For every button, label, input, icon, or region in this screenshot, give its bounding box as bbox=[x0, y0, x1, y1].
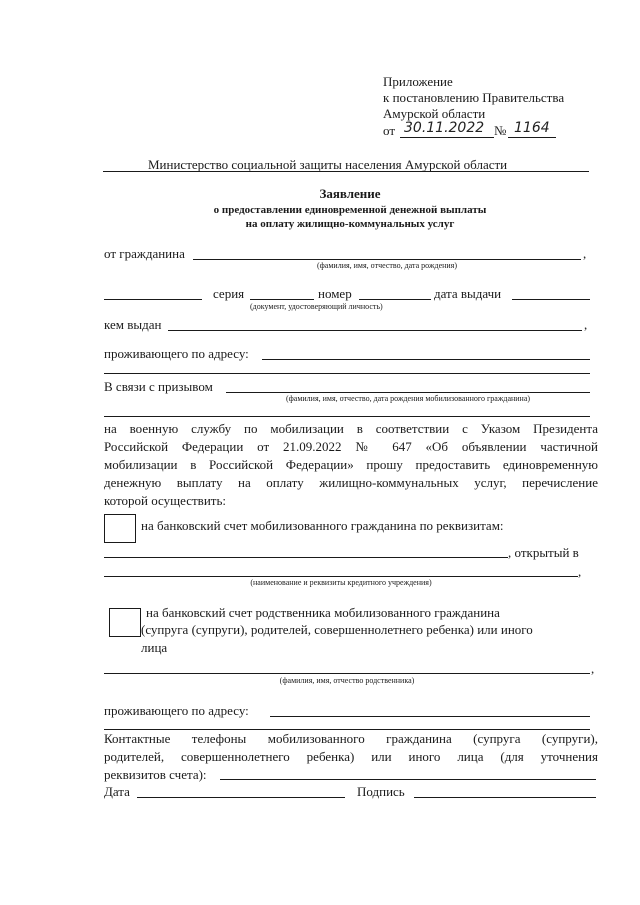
ministry-name: Министерство социальной защиты населения Амурской области bbox=[148, 157, 508, 172]
contacts-line-1: Контактные телефоны мобилизованного гражданина (супруга (супруги), bbox=[104, 731, 598, 746]
contacts-line-3: реквизитов счета): bbox=[104, 767, 207, 782]
option-relative-line-1: на банковский счет родственника мобилизованного гражданина bbox=[146, 605, 500, 620]
date-field[interactable] bbox=[137, 797, 345, 798]
number-label: номер bbox=[318, 286, 352, 301]
issue-date-label: дата выдачи bbox=[434, 286, 502, 301]
body-line-1: на военную службу по мобилизации в соответствии с Указом Президента bbox=[104, 421, 598, 436]
signature-label: Подпись bbox=[357, 784, 405, 799]
comma: , bbox=[584, 317, 588, 332]
body-line-5: которой осуществить: bbox=[104, 493, 226, 508]
signature-field[interactable] bbox=[414, 797, 596, 798]
comma: , bbox=[591, 661, 595, 676]
comma: , bbox=[578, 564, 582, 579]
handwritten-date: 30.11.2022 bbox=[404, 120, 485, 136]
bank-name-field[interactable] bbox=[104, 576, 578, 577]
option-relative-line-3: лица bbox=[141, 640, 168, 655]
from-citizen-field[interactable] bbox=[193, 259, 581, 260]
relative-name-field[interactable] bbox=[104, 673, 590, 674]
due-to-hint: (фамилия, имя, отчество, дата рождения мобилизованного гражданина) bbox=[285, 394, 531, 403]
appendix-decree: к постановлению Правительства bbox=[383, 90, 565, 105]
option-relative-line-2: (супруга (супруги), родителей, совершеннолетнего ребенка) или иного bbox=[141, 622, 533, 637]
bank-hint: (наименование и реквизиты кредитного учреждения) bbox=[250, 578, 432, 587]
from-citizen-hint: (фамилия, имя, отчество, дата рождения) bbox=[316, 261, 458, 270]
residing-label: проживающего по адресу: bbox=[104, 346, 249, 361]
handwritten-number: 1164 bbox=[514, 120, 550, 136]
option-own-account-label: на банковский счет мобилизованного гражданина по реквизитам: bbox=[141, 518, 504, 533]
from-citizen-label: от гражданина bbox=[104, 246, 185, 261]
due-to-field[interactable] bbox=[226, 392, 590, 393]
number-underline bbox=[508, 137, 556, 138]
issue-date-field[interactable] bbox=[512, 299, 590, 300]
number-sign: № bbox=[494, 123, 507, 138]
comma: , bbox=[583, 246, 587, 261]
option-relative-account-checkbox[interactable] bbox=[109, 608, 141, 637]
document-subtitle-2: на оплату жилищно-коммунальных услуг bbox=[245, 218, 455, 230]
body-line-2: Российской Федерации от 21.09.2022 № 647 «Об объявлении частичной bbox=[104, 439, 598, 454]
own-account-details-field[interactable] bbox=[104, 557, 508, 558]
contacts-line-2: родителей, совершеннолетнего ребенка) или иного лица (для уточнения bbox=[104, 749, 598, 764]
due-to-field-2[interactable] bbox=[104, 416, 590, 417]
residing-2-field[interactable] bbox=[270, 716, 590, 717]
option-own-account-checkbox[interactable] bbox=[104, 514, 136, 543]
issued-by-label: кем выдан bbox=[104, 317, 162, 332]
issued-by-field[interactable] bbox=[168, 330, 582, 331]
contacts-field[interactable] bbox=[220, 779, 596, 780]
body-line-4: денежную выплату на оплату жилищно-коммунальных услуг, перечисление bbox=[104, 475, 598, 490]
date-underline bbox=[400, 137, 494, 138]
number-field[interactable] bbox=[359, 299, 431, 300]
document-hint: (документ, удостоверяющий личность) bbox=[250, 302, 383, 311]
residing-2-label: проживающего по адресу: bbox=[104, 703, 249, 718]
document-type-field[interactable] bbox=[104, 299, 202, 300]
residing-field-2[interactable] bbox=[104, 373, 590, 374]
document-title: Заявление bbox=[319, 186, 381, 201]
relative-hint: (фамилия, имя, отчество родственника) bbox=[279, 676, 415, 685]
appendix-label: Приложение bbox=[383, 74, 453, 89]
body-line-3: мобилизации в Российской Федерации» прошу предоставить единовременную bbox=[104, 457, 598, 472]
date-label: Дата bbox=[104, 784, 130, 799]
series-label: серия bbox=[213, 286, 245, 301]
residing-field[interactable] bbox=[262, 359, 590, 360]
series-field[interactable] bbox=[250, 299, 314, 300]
due-to-label: В связи с призывом bbox=[104, 379, 213, 394]
appendix-region: Амурской области bbox=[383, 106, 486, 121]
document-subtitle-1: о предоставлении единовременной денежной выплаты bbox=[213, 204, 487, 216]
opened-in-label: , открытый в bbox=[508, 545, 579, 560]
appendix-from-label: от bbox=[383, 123, 396, 138]
ministry-underline bbox=[103, 171, 589, 172]
